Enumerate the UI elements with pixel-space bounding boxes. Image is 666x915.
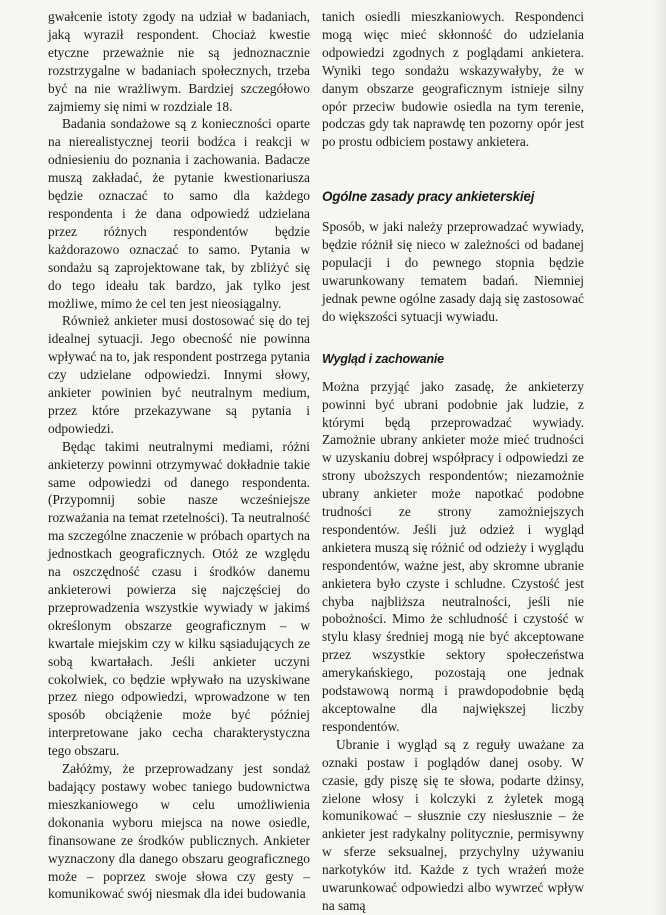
body-paragraph: Załóżmy, że przeprowadzany jest sondaż badający postawy wobec taniego budownictwa mieszkaniowego w celu umożliwienia dokonania wyboru miejsca na nowe osiedle, finansowane ze środków publicznych. Ankieter wyznaczony dla danego obszaru geograficznego może – poprzez swoje słowa czy gesty – komunikować swój niesmak dla idei budowania xyxy=(48,761,310,902)
left-column xyxy=(48,8,310,903)
body-paragraph: Będąc takimi neutralnymi mediami, różni ankieterzy powinni otrzymywać dokładnie takie same odpowiedzi od danego respondenta. (Przypomnij sobie nasze wcześniejsze rozważania na temat rzetelności). Ta neutralność ma szczególne znaczenie w próbach opartych na jednostkach geograficznych. Otóż ze względu na oszczędność czasu i środków danemu ankieterowi powierza się najczęściej do przeprowadzenia wszystkie wywiady w jakimś określonym obszarze geograficznym – w kwartale miejskim czy w kilku sąsiadujących ze sobą kwartałach. Jeśli ankieter uczyni cokolwiek, co będzie wpływało na uzyskiwane przez niego odpowiedzi, wprowadzone w ten sposób obciążenie może być później interpretowane jako cecha charakterystyczna tego obszaru. xyxy=(48,438,310,759)
subsection-heading: Wygląd i zachowanie xyxy=(322,351,444,366)
body-paragraph: Również ankieter musi dostosować się do tej idealnej sytuacji. Jego obecność nie powinna wpływać na to, jak respondent postrzega pytania czy udzielane odpowiedzi. Innymi słowy, ankieter powinien być neutralnym medium, przez które przekazywane są pytania i odpowiedzi. xyxy=(48,313,310,436)
page-edge-shadow xyxy=(652,0,666,915)
right-column xyxy=(322,8,584,915)
body-paragraph: Można przyjąć jako zasadę, że ankieterzy powinni być ubrani podobnie jak ludzie, z którymi będą przeprowadzać wywiady. Zamożnie ubrany ankieter może mieć trudności w uzyskaniu dobrej współpracy i odpowiedzi ze strony uboższych respondentów; niezamożnie ubrany ankieter może napotkać podobne trudności ze strony zamożniejszych respondentów. Jeśli już odzież i wygląd ankietera muszą się różnić od odzieży i wyglądu respondentów, ważne jest, aby skromne ubranie ankietera było czyste i schludne. Czystość jest chyba najbliższa neutralności, jeśli nie pobożności. Mimo że schludność i czystość w stylu klasy średniej mogą nie być akceptowane przez wszystkie sektory społeczeństwa amerykańskiego, pozostają one jednak podstawową normą i prawdopodobnie będą akceptowalne dla największej liczby respondentów. xyxy=(322,378,584,734)
body-paragraph: Ubranie i wygląd są z reguły uważane za oznaki postaw i poglądów danej osoby. W czasie, gdy piszę się te słowa, podarte dżinsy, zielone włosy i kolczyki z żyletek mogą komunikować – słusznie czy niesłusznie – że ankieter jest radykalny politycznie, permisywny w sferze seksualnej, przychylny używaniu narkotyków itd. Każde z tych wrażeń może uwarunkować odpowiedzi albo wywrzeć wpływ na samą xyxy=(322,736,584,913)
body-paragraph: tanich osiedli mieszkaniowych. Respondenci mogą więc mieć skłonność do udzielania odpowiedzi zgodnych z poglądami ankietera. Wyniki tego sondażu wskazywałyby, że w danym obszarze geograficznym istnieje silny opór przeciw budowie osiedla na tym terenie, podczas gdy tak naprawdę ten pozorny opór jest po prostu odbiciem postawy ankietera. xyxy=(322,9,584,150)
body-paragraph: gwałcenie istoty zgody na udział w badaniach, jaką wyraził respondent. Chociaż kwestie etyczne przeważnie nie są jednoznacznie rozstrzygalne w badaniach społecznych, trzeba być na nie wrażliwym. Bardziej szczegółowo zajmiemy się nimi w rozdziale 18. xyxy=(48,9,310,114)
body-paragraph: Badania sondażowe są z konieczności oparte na nierealistycznej teorii bodźca i reakcji w odniesieniu do poznania i zachowania. Badacze muszą zakładać, że pytanie kwestionariusza będzie oznaczać to samo dla każdego respondenta i że dana odpowiedź udzielana przez różnych respondentów będzie każdorazowo oznaczać to samo. Pytania w sondażu są zaprojektowane tak, by zbliżyć się do tego ideału tak bardzo, jak tylko jest możliwe, mimo że cel ten jest nieosiągalny. xyxy=(48,116,310,311)
section-heading: Ogólne zasady pracy ankieterskiej xyxy=(322,189,535,205)
body-paragraph: Sposób, w jaki należy przeprowadzać wywiady, będzie różnił się nieco w zależności od badanej populacji i do pewnego stopnia będzie uwarunkowany tematem badań. Niemniej jednak pewne ogólne zasady dają się zastosować do większości sytuacji wywiadu. xyxy=(322,219,584,324)
